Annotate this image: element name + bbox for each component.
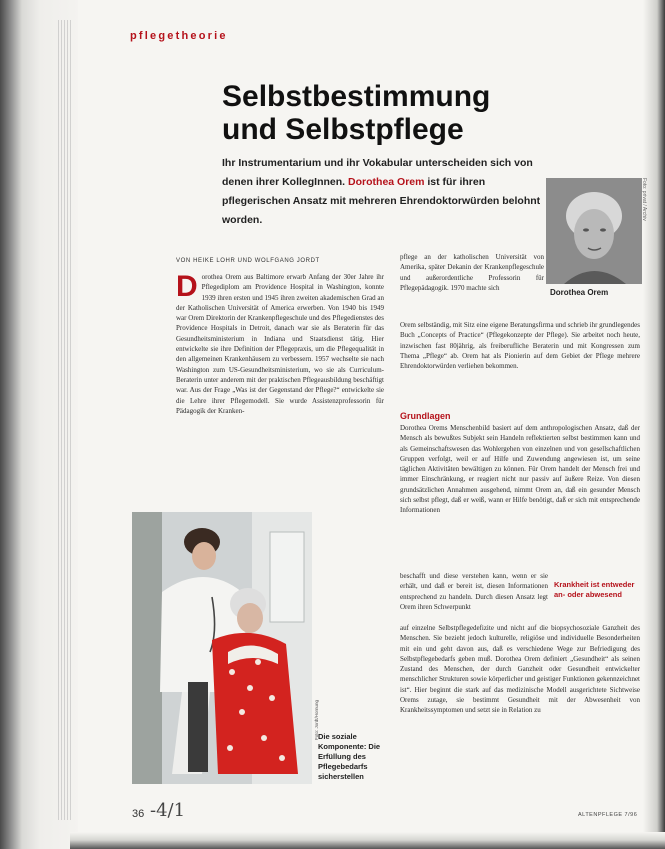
lead-text-1: Ihr Instrumentarium und ihr Vokabular unterscheiden sich von denen ihrer KollegInnen. [222,157,533,188]
page-number: 36 [132,808,145,820]
care-photo [132,512,312,784]
column-2-paragraph-3: Dorothea Orems Menschenbild basiert auf dem anthropologischen Ansatz, daß der Mensch als bewußtes Subjekt sein Handeln reflektierten selbst bestimmen kann und als Gemeinschaftswesen das Wohlergehen von einzelnen und von gesellschaftlichen Gruppen verfolgt, weil er auf Hilfe und Zuwendung angewiesen ist, um seine täglichen Aktivitäten bewältigen zu können. Für Orem handelt der Mensch frei und immer Einschränkung, er reagiert nicht nur passiv auf äußere Reize. Von diesen grundsätzlichen Annahmen ausgehend, nimmt Orem an, daß ein gesunder Mensch sich selbst pflegt, daß er weiß, wann er Hilfe benötigt, daß er sich mit entsprechende Informationen [400,424,640,515]
column-1-text [176,272,384,416]
photo-credit: Foto: Jordt/Hornung [314,700,319,741]
lead-name: Dorothea Orem [348,176,425,188]
drop-cap: D [176,270,198,303]
photo-caption: Die soziale Komponente: Die Erfüllung des Pflegebedarfs sicherstellen [318,732,381,781]
portrait-caption: Dorothea Orem [550,288,609,297]
portrait-photo [546,178,642,284]
section-label: pflegetheorie [130,30,228,42]
page-shadow-right [643,0,665,849]
pull-quote: Krankheit ist entweder an- oder abwesend [554,580,635,599]
portrait-image [546,178,642,284]
column-1-body: orothea Orem aus Baltimore erwarb Anfang der 30er Jahre ihr Pflegediplom am Providence Hospital in Washington, konnte 1939 ihren ersten und 1945 ihren zweiten akademischen Grad an der Katholischen Universität of America erwerben. Von 1940 bis 1949 war Orem Direktorin der Krankenpflegeschule und des Pflegedienstes des Providence Hospitals in Detroit, danach war sie als Beraterin für das Gesundheitsministerium in Indiana und Staatsdienst tätig. Hier entwickelte sie ihre Definition der Pflegepraxis, um die Pflegequalität in den allgemeinen Krankenhäusern zu verbessern. 1957 wechselte sie nach Washington zum US-Gesundheitsministerium, wo sie als Curriculum-Beraterin unter anderem mit der praktischen Pflegeausbildung beschäftigt war. Aus der Frage „Was ist der Gegenstand der Pflege?“ entwickelte sie die Lehre ihrer Pflegemodell. Sie wurde Assistenzprofessorin für Pädagogik der Kranken- [176,273,384,415]
column-2-paragraph-5: auf einzelne Selbstpflegedefizite und nicht auf die biopsychosoziale Ganzheit des Menschen. Sie bezieht jedoch kulturelle, religiöse und individuelle Besonderheiten mit ein und geht davon aus, daß es verschiedene Wege zur Befriedigung des Selbstpflegebedarfs geben muß. Dorothea Orem definiert „Gesundheit“ als seinen Zustand des Menschen, der durch Ganzheit oder Gesundheit entwickelter menschlicher Strukturen sowie körperlicher und geistiger Funktionen gekennzeichnet ist“. Hier beginnt die stark auf das medizinische Modell ausgerichtete Sichtweise Orems zutage, sie bestimmt Gesundheit mit der Abwesenheit von Krankheitssymptomen und setzt sie in Relation zu [400,624,640,715]
portrait-credit: Foto: privat / Archiv [641,178,647,221]
article-lead [222,154,542,230]
subheading: Grundlagen [400,411,451,421]
article-title: Selbstbestimmung und Selbstpflege [222,80,491,146]
magazine-footer: ALTENPFLEGE 7/96 [578,812,638,818]
column-2-paragraph-2: Orem selbständig, mit Sitz eine eigene Beratungsfirma und schrieb ihr grundlegendes Buch „Concepts of Practice“ (Pflegekonzepte der Pflege). Sie arbeitet noch heute, inzwischen fast 80jährig, als freiberufliche Beraterin und mit Kongressen zum Thema „Pflege“ ab. Orem hat als Pionierin auf dem Gebiet der Pflege mehrere Ehrendoktorwürden verliehen bekommen. [400,321,640,371]
lead-text-2: ist für ihren pflegerischen Ansatz mit mehreren Ehrendoktorwürden belohnt worden. [222,176,541,226]
page-stack-edge [58,20,72,820]
handwritten-note: -4/1 [150,800,186,821]
care-photo-image [132,512,312,784]
author-byline: VON HEIKE LOHR UND WOLFGANG JORDT [176,258,320,264]
page-shadow-bottom [70,832,665,849]
column-2-paragraph-1: pflege an der katholischen Universität von Amerika, später Dekanin der Krankenpflegeschule und außerordentliche Professorin für Pflegepädagogik. 1970 machte sich [400,253,544,292]
column-2-paragraph-4: beschafft und diese verstehen kann, wenn er sie erhält, und daß er bereit ist, diesen Informationen entsprechend zu handeln. Durch diesen Ansatz legt Orem ihren Schwerpunkt [400,572,548,611]
